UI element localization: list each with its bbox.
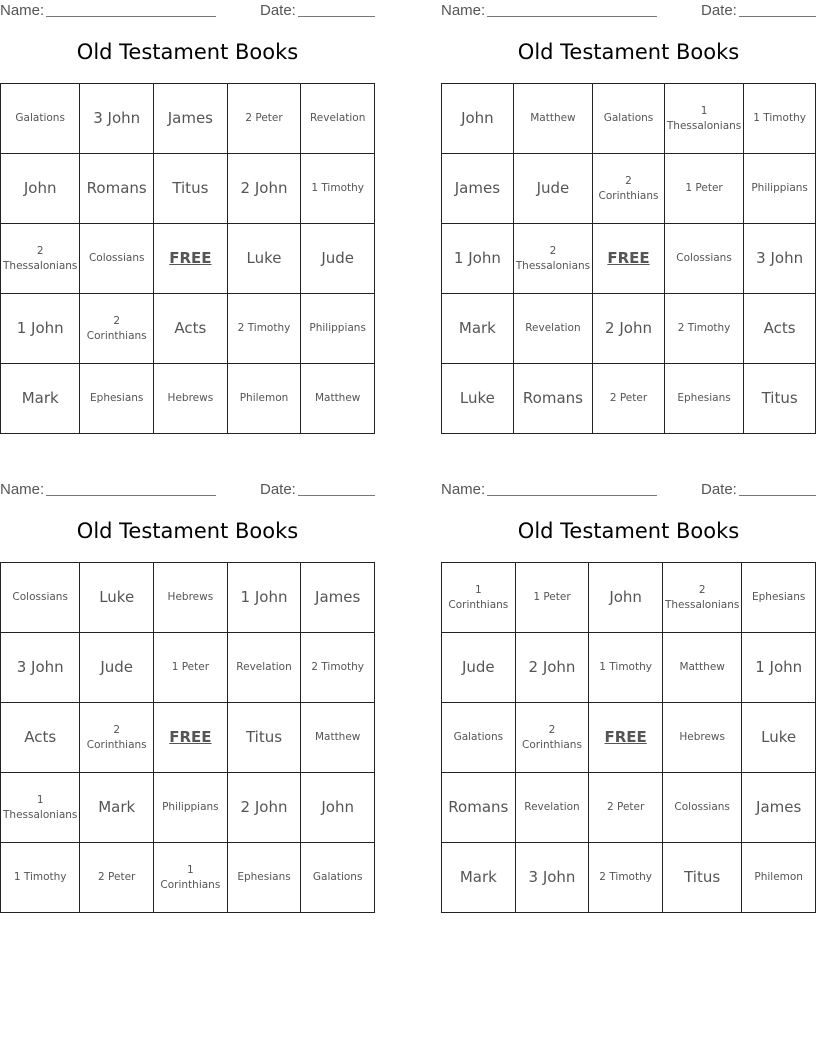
bingo-cell: 2 Timothy <box>228 294 302 364</box>
bingo-cell: John <box>301 773 375 843</box>
bingo-cell: Ephesians <box>228 843 302 913</box>
bingo-cell: Galations <box>593 84 665 154</box>
bingo-cell: Titus <box>154 154 228 224</box>
bingo-cell: John <box>442 84 514 154</box>
bingo-cell: Romans <box>514 364 593 434</box>
bingo-cell: Galations <box>301 843 375 913</box>
date-line <box>298 495 375 496</box>
bingo-cell: Hebrews <box>154 563 228 633</box>
bingo-cell: Philippians <box>744 154 816 224</box>
name-line <box>46 16 216 17</box>
bingo-cell: 2 Timothy <box>589 843 663 913</box>
name-label: Name: <box>441 2 486 19</box>
free-space-cell: FREE <box>154 224 228 294</box>
bingo-cell: 1 Corinthians <box>154 843 228 913</box>
bingo-cell: Luke <box>442 364 514 434</box>
bingo-cell: Matthew <box>514 84 593 154</box>
bingo-cell: Titus <box>744 364 816 434</box>
bingo-cell: Galations <box>1 84 80 154</box>
bingo-cell: Jude <box>442 633 516 703</box>
name-label: Name: <box>0 2 45 19</box>
bingo-cell: Romans <box>442 773 516 843</box>
bingo-grid <box>441 562 816 913</box>
bingo-cell: 2 Corinthians <box>516 703 590 773</box>
date-line <box>739 495 816 496</box>
bingo-cell: Philemon <box>742 843 816 913</box>
name-line <box>487 16 657 17</box>
bingo-cell: Jude <box>514 154 593 224</box>
bingo-cell: James <box>442 154 514 224</box>
bingo-cell: John <box>589 563 663 633</box>
bingo-cell: Luke <box>742 703 816 773</box>
bingo-cell: Ephesians <box>665 364 744 434</box>
date-label: Date: <box>260 2 296 19</box>
bingo-cell: Jude <box>301 224 375 294</box>
card-title: Old Testament Books <box>76 40 299 64</box>
card-title: Old Testament Books <box>517 40 740 64</box>
bingo-cell: Philippians <box>154 773 228 843</box>
bingo-cell: Revelation <box>514 294 593 364</box>
bingo-cell: 2 Peter <box>593 364 665 434</box>
bingo-cell: 2 Thessalonians <box>663 563 742 633</box>
free-space-cell: FREE <box>593 224 665 294</box>
bingo-cell: 1 John <box>442 224 514 294</box>
bingo-cell: 1 Peter <box>665 154 744 224</box>
date-line <box>739 16 816 17</box>
bingo-cell: 2 Timothy <box>665 294 744 364</box>
card-title: Old Testament Books <box>76 519 299 543</box>
card-header <box>441 2 816 20</box>
bingo-cell: Luke <box>80 563 154 633</box>
bingo-cell: 2 John <box>593 294 665 364</box>
bingo-cell: 1 John <box>228 563 302 633</box>
bingo-cell: 2 Peter <box>228 84 302 154</box>
bingo-grid <box>0 83 375 434</box>
bingo-cell: 1 Corinthians <box>442 563 516 633</box>
bingo-cell: 1 Thessalonians <box>665 84 744 154</box>
bingo-cell: Ephesians <box>742 563 816 633</box>
bingo-cell: Mark <box>442 294 514 364</box>
date-label: Date: <box>701 2 737 19</box>
bingo-cell: 2 Corinthians <box>80 703 154 773</box>
bingo-cell: Mark <box>442 843 516 913</box>
bingo-cell: Colossians <box>663 773 742 843</box>
bingo-cell: James <box>154 84 228 154</box>
bingo-cell: Acts <box>1 703 80 773</box>
bingo-cell: Mark <box>1 364 80 434</box>
bingo-cell: 2 John <box>228 773 302 843</box>
name-label: Name: <box>441 481 486 498</box>
bingo-cell: Revelation <box>516 773 590 843</box>
bingo-cell: Acts <box>744 294 816 364</box>
name-label: Name: <box>0 481 45 498</box>
free-space-cell: FREE <box>154 703 228 773</box>
bingo-cell: Hebrews <box>154 364 228 434</box>
bingo-cell: Galations <box>442 703 516 773</box>
bingo-cell: Jude <box>80 633 154 703</box>
bingo-cell: 1 John <box>742 633 816 703</box>
bingo-cell: 2 Peter <box>80 843 154 913</box>
bingo-cell: Ephesians <box>80 364 154 434</box>
card-header <box>0 2 375 20</box>
bingo-cell: Titus <box>663 843 742 913</box>
free-space-cell: FREE <box>589 703 663 773</box>
bingo-cell: 1 Thessalonians <box>1 773 80 843</box>
bingo-cell: 3 John <box>744 224 816 294</box>
bingo-cell: Revelation <box>301 84 375 154</box>
bingo-cell: Acts <box>154 294 228 364</box>
bingo-cell: 1 Timothy <box>589 633 663 703</box>
bingo-cell: 1 Timothy <box>301 154 375 224</box>
bingo-cell: John <box>1 154 80 224</box>
bingo-cell: 1 John <box>1 294 80 364</box>
card-header <box>441 481 816 499</box>
bingo-cell: James <box>301 563 375 633</box>
bingo-cell: Colossians <box>665 224 744 294</box>
bingo-cell: 2 John <box>516 633 590 703</box>
bingo-cell: Colossians <box>1 563 80 633</box>
bingo-cell: Revelation <box>228 633 302 703</box>
bingo-cell: 1 Timothy <box>744 84 816 154</box>
date-label: Date: <box>701 481 737 498</box>
bingo-grid <box>441 83 816 434</box>
bingo-cell: Matthew <box>663 633 742 703</box>
bingo-cell: 2 Peter <box>589 773 663 843</box>
bingo-cell: Philemon <box>228 364 302 434</box>
bingo-cell: Philippians <box>301 294 375 364</box>
card-header <box>0 481 375 499</box>
bingo-cell: Matthew <box>301 703 375 773</box>
bingo-cell: 2 Timothy <box>301 633 375 703</box>
date-line <box>298 16 375 17</box>
bingo-cell: Luke <box>228 224 302 294</box>
bingo-cell: Mark <box>80 773 154 843</box>
bingo-cell: Titus <box>228 703 302 773</box>
bingo-cell: 2 John <box>228 154 302 224</box>
card-title: Old Testament Books <box>517 519 740 543</box>
bingo-cell: 2 Thessalonians <box>514 224 593 294</box>
bingo-cell: 3 John <box>516 843 590 913</box>
date-label: Date: <box>260 481 296 498</box>
name-line <box>487 495 657 496</box>
bingo-cell: 1 Peter <box>154 633 228 703</box>
bingo-cell: 2 Corinthians <box>593 154 665 224</box>
bingo-cell: 2 Corinthians <box>80 294 154 364</box>
bingo-cell: 3 John <box>80 84 154 154</box>
name-line <box>46 495 216 496</box>
bingo-cell: Matthew <box>301 364 375 434</box>
bingo-cell: Hebrews <box>663 703 742 773</box>
bingo-cell: 1 Peter <box>516 563 590 633</box>
bingo-cell: James <box>742 773 816 843</box>
bingo-cell: Colossians <box>80 224 154 294</box>
bingo-cell: 1 Timothy <box>1 843 80 913</box>
bingo-cell: Romans <box>80 154 154 224</box>
bingo-grid <box>0 562 375 913</box>
bingo-cell: 3 John <box>1 633 80 703</box>
bingo-cell: 2 Thessalonians <box>1 224 80 294</box>
